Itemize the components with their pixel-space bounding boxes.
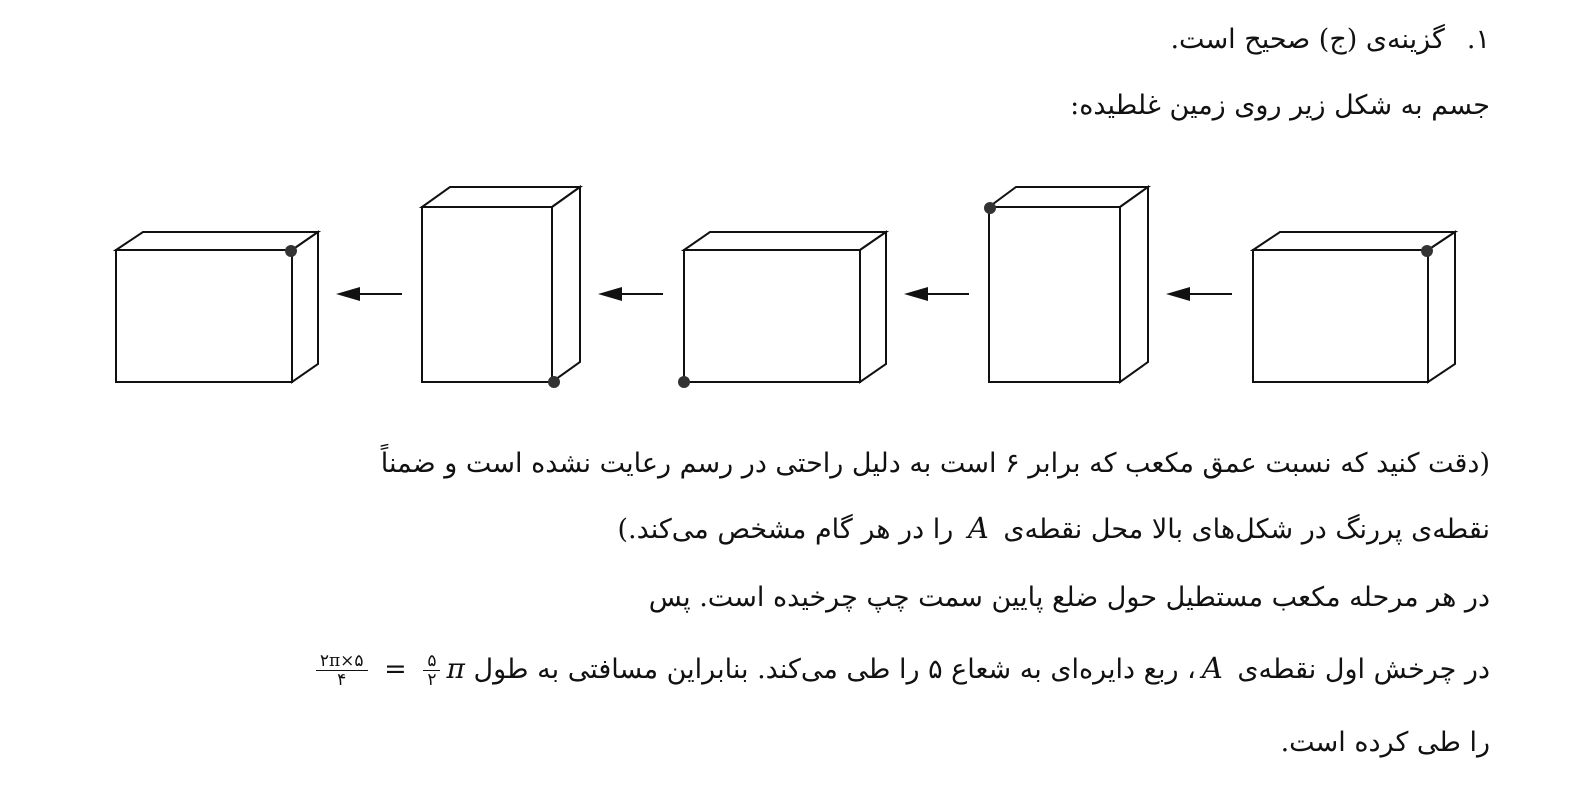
fraction-2-numerator: ۵ [427, 651, 437, 671]
fraction-2 [425, 652, 438, 689]
arrow-left-icon [904, 287, 969, 301]
fraction-2-denominator: ۲ [427, 670, 437, 690]
p4-after: ، ربع دایره‌ای به شعاع ۵ را طی می‌کند. بنابراین مسافتی به طول [473, 654, 1196, 685]
box-3 [684, 232, 886, 382]
variable-a: A [1201, 651, 1223, 685]
point-a-dot-4 [984, 202, 996, 214]
box-2 [422, 187, 580, 382]
paragraph-1: (دقت کنید که نسبت عمق مکعب که برابر ۶ است به دلیل راحتی در رسم رعایت نشده است و ضمناً [380, 448, 1490, 479]
pi-symbol: π [446, 652, 465, 685]
p4-before: در چرخش اول نقطه‌ی [1237, 654, 1490, 685]
point-a-dot-3 [678, 376, 690, 388]
point-a-dot-5 [1421, 245, 1433, 257]
arrow-left-icon [1166, 287, 1232, 301]
fraction-1 [318, 652, 366, 689]
intro-text: جسم به شکل زیر روی زمین غلطیده: [1070, 90, 1490, 121]
box-4 [989, 187, 1148, 382]
fraction-1-denominator: ۴ [337, 670, 347, 690]
item-number: ۱. [1466, 24, 1490, 55]
fraction-1-numerator: ۲π×۵ [319, 651, 364, 671]
paragraph-3: در هر مرحله مکعب مستطیل حول ضلع پایین سمت چپ چرخیده است. پس [648, 582, 1490, 613]
answer-line [1170, 20, 1490, 60]
paragraph-4 [314, 648, 1490, 690]
point-a-dot-1 [285, 245, 297, 257]
rolling-box-figure [0, 170, 1585, 410]
p2-after: را در هر گام مشخص می‌کند.) [617, 514, 954, 545]
arrow-left-icon [598, 287, 663, 301]
answer-text: گزینه‌ی (ج) صحیح است. [1170, 24, 1445, 55]
arrow-left-icon [336, 287, 402, 301]
equals-sign: = [384, 654, 407, 685]
point-a-dot-2 [548, 376, 560, 388]
paragraph-5: را طی کرده است. [1280, 727, 1490, 758]
paragraph-2 [617, 508, 1490, 550]
distance-formula [314, 649, 465, 690]
variable-a: A [967, 511, 989, 545]
p2-before: نقطه‌ی پررنگ در شکل‌های بالا محل نقطه‌ی [1003, 514, 1490, 545]
